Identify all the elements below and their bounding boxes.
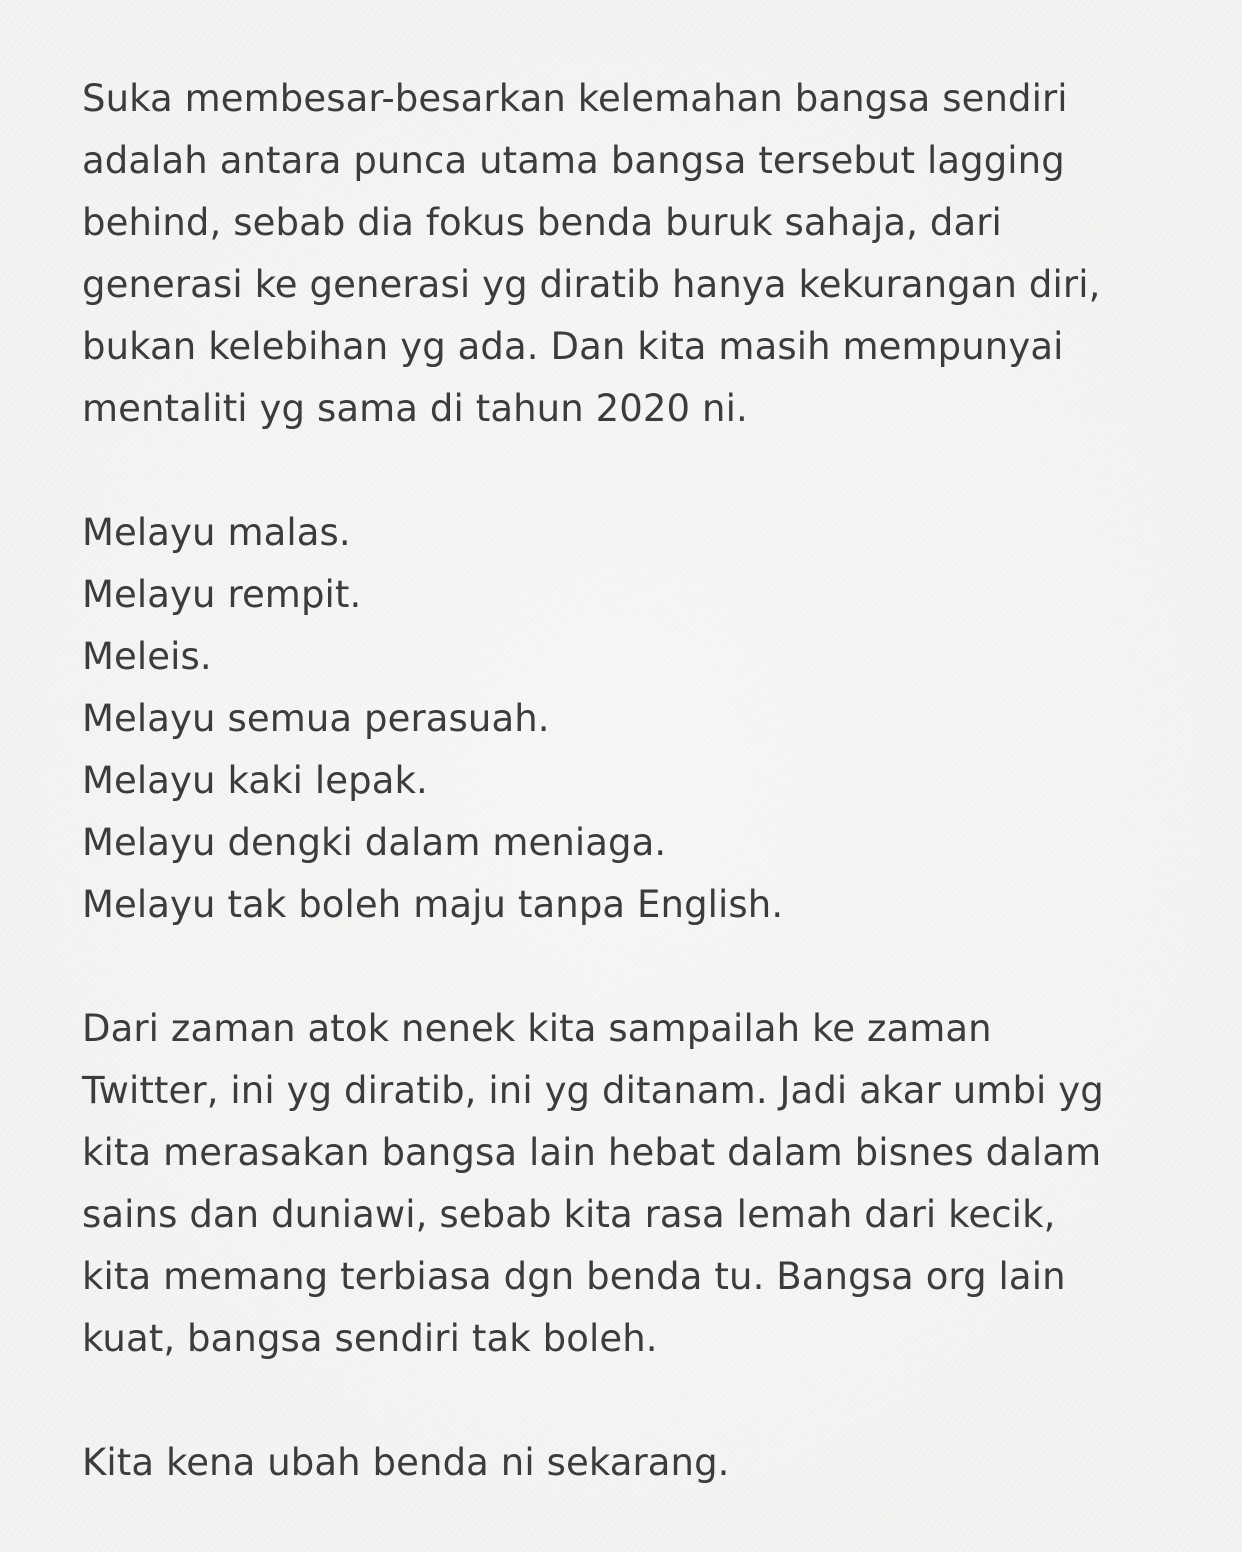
stereotype-line: Melayu kaki lepak. <box>82 759 428 802</box>
paragraph-closing <box>82 1432 1182 1494</box>
closing-line: Kita kena ubah benda ni sekarang. <box>82 1441 730 1484</box>
stereotype-list <box>82 502 1182 936</box>
stereotype-line: Melayu malas. <box>82 511 351 554</box>
paragraph-gap <box>82 1370 1182 1432</box>
text-line: kuat, bangsa sendiri tak boleh. <box>82 1317 658 1360</box>
stereotype-line: Melayu rempit. <box>82 573 362 616</box>
text-line: adalah antara punca utama bangsa tersebut lagging <box>82 139 1065 182</box>
stereotype-line: Meleis. <box>82 635 212 678</box>
text-line: Suka membesar-besarkan kelemahan bangsa sendiri <box>82 77 1068 120</box>
text-line: Dari zaman atok nenek kita sampailah ke zaman <box>82 1007 992 1050</box>
paragraph-gap <box>82 936 1182 998</box>
text-line: generasi ke generasi yg diratib hanya kekurangan diri, <box>82 263 1101 306</box>
text-line: Twitter, ini yg diratib, ini yg ditanam. Jadi akar umbi yg <box>82 1069 1104 1112</box>
note-body <box>82 68 1182 1494</box>
text-line: mentaliti yg sama di tahun 2020 ni. <box>82 387 748 430</box>
text-line: bukan kelebihan yg ada. Dan kita masih mempunyai <box>82 325 1064 368</box>
text-line: behind, sebab dia fokus benda buruk sahaja, dari <box>82 201 1002 244</box>
text-line: kita merasakan bangsa lain hebat dalam bisnes dalam <box>82 1131 1102 1174</box>
stereotype-line: Melayu dengki dalam meniaga. <box>82 821 667 864</box>
stereotype-line: Melayu tak boleh maju tanpa English. <box>82 883 784 926</box>
paragraph-history <box>82 998 1182 1370</box>
stereotype-line: Melayu semua perasuah. <box>82 697 550 740</box>
paragraph-gap <box>82 440 1182 502</box>
text-line: sains dan duniawi, sebab kita rasa lemah dari kecik, <box>82 1193 1056 1236</box>
paragraph-intro <box>82 68 1182 440</box>
text-line: kita memang terbiasa dgn benda tu. Bangsa org lain <box>82 1255 1066 1298</box>
